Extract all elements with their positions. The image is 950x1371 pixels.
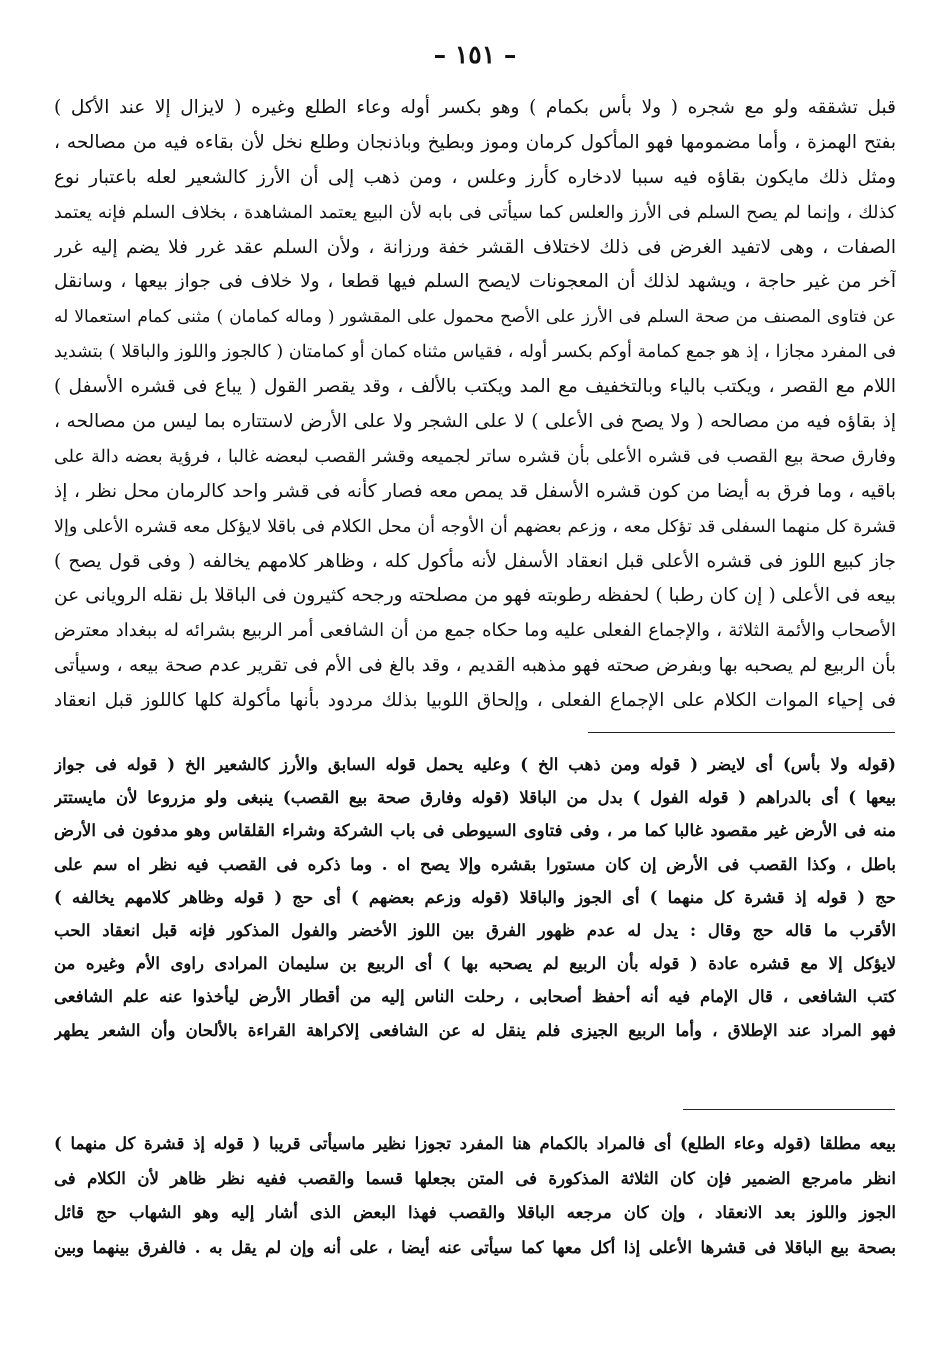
- text-line: جاز كبيع اللوز فى قشره الأعلى قبل انعقاد الأسفل لأنه مأكول كله ، وظاهر كلامهم يخالفه ( وفى قول يصح ): [54, 550, 896, 572]
- footnote-line: بيعها ) أى بالدراهم ( قوله الفول ) بدل من الباقلا (قوله وفارق صحة بيع القصب) ينبغى ولو مزروعا لأن مايستتر: [54, 788, 896, 808]
- footnote-divider-1: [588, 732, 895, 733]
- text-line: آخر من غير حاجة ، ويشهد لذلك أن المعجونات لايصح السلم فيها قطعا ، ولا خلاف فى جواز بيعها ، وسانقل: [54, 271, 896, 293]
- text-line: ومثل ذلك مايكون بقاؤه فيه سببا لادخاره كأرز وعلس ، ومن ذهب إلى أن الأرز كالشعير لعله باعتبار نوع: [54, 166, 896, 188]
- footnote-line: بيعه مطلقا (قوله وعاء الطلع) أى فالمراد بالكمام هنا المفرد تجوزا نظير ماسيأتى قريبا ( قوله إذ قشرة كل منهما ): [54, 1134, 896, 1153]
- footnote-line: لايؤكل إلا مع قشره عادة ( قوله بأن الربيع لم يصحبه بها ) أى الربيع بن سليمان المرادى راوى الأم وغيره من: [54, 954, 896, 974]
- footnote-block-1: [54, 748, 896, 1047]
- footnote-divider-2: [683, 1109, 895, 1110]
- footnote-line: منه فى الأرض غير مقصود غالبا كما مر ، وفى فتاوى السيوطى فى باب الشركة وشراء القلقاس وهو مدفون فى الأرض: [54, 821, 896, 841]
- page-number: – ١٥١ –: [433, 40, 517, 69]
- text-line: بفتح الهمزة ، وأما مضمومها فهو المأكول كرمان وموز وبطيخ وباذنجان وطلع نخل لأن بقاءه فيه من مصالحه ،: [54, 131, 896, 153]
- footnote-line: باطل ، وكذا القصب فى الأرض إن كان مستورا بقشره وإلا يصح اه . وما ذكره فى القصب فيه نظر اه سم على: [54, 854, 896, 874]
- footnote-line: فهو المراد عند الإطلاق ، وأما الربيع الجيزى فلم ينقل له عن الشافعى إلاكراهة القراءة بالألحان وأن الشعر يطهر: [54, 1020, 896, 1040]
- main-text: [54, 91, 896, 719]
- text-line: عن فتاوى المصنف من صحة السلم فى الأرز على الأصح محمول على المقشور ( وماله كمامان ) مثنى كمام استعمالا له: [54, 307, 896, 328]
- footnote-block-2: [54, 1127, 896, 1265]
- footnote-line: كتب الشافعى ، قال الإمام فيه أنه أحفظ أصحابى ، رحلت الناس إليه من أقطار الأرض ليأخذوا عنه علم الشافعى: [54, 987, 896, 1007]
- text-line: فى إحياء الموات الكلام على الإجماع الفعلى ، وإلحاق اللوبيا بذلك مردود بأنها مأكولة كلها كاللوز قبل انعقاد: [54, 690, 896, 712]
- text-line: الصفات ، وهى لاتفيد الغرض فى ذلك لاختلاف القشر خفة ورزانة ، ولأن السلم عقد غرر فلا يضم إليه غرر: [54, 236, 896, 258]
- text-line: الأصحاب والأئمة الثلاثة ، والإجماع الفعلى عليه وما حكاه جمع من أن الشافعى أمر الربيع بشرائه له ببغداد معترض: [54, 620, 896, 642]
- footnote-line: (قوله ولا بأس) أى لايضر ( قوله ومن ذهب الخ ) وعليه يحمل قوله السابق والأرز كالشعير الخ ( قوله فى جواز: [54, 755, 896, 774]
- text-line: فى المفرد مجازا ، إذ هو جمع كمامة أوكم بكسر أوله ، فقياس مثناه كمان أو كمامتان ( كالجوز واللوز والباقلا ) بتشديد: [54, 342, 896, 363]
- footnote-line: الأقرب ما قاله حج وقال : يدل له عدم ظهور الفرق بين اللوز الأخضر والفول المذكور فإنه قبل انعقاد الحب: [54, 920, 896, 940]
- text-line: وفارق صحة بيع القصب فى قشره الأعلى بأن قشره ساتر لجميعه وقشر القصب لبعضه غالبا ، فرؤية بعضه دالة على: [54, 446, 896, 467]
- footnote-line: بصحة بيع الباقلا فى قشرها الأعلى إذا أكل معها كما سيأتى عنه أيضا ، على أنه وإن لم يقل به . فالفرق بينهما وبين: [54, 1237, 896, 1257]
- footnote-line: انظر مامرجع الضمير فإن كان الثلاثة المذكورة فى المتن بجعلها قسما والقصب ففيه نظر ظاهر لأن الكلام فى: [54, 1168, 896, 1188]
- text-line: اللام مع القصر ، ويكتب بالياء وبالتخفيف مع المد ويكتب بالألف ، وقد يقصر القول ( يباع فى قشره الأسفل ): [54, 376, 896, 398]
- text-line: بيعه فى الأعلى ( إن كان رطبا ) لحفظه رطوبته فهو من مصلحته ورجحه كثيرون فى الباقلا بل نقله الرويانى عن: [54, 585, 896, 607]
- text-line: بأن الربيع لم يصحبه بها وبفرض صحته فهو مذهبه القديم ، وقد بالغ فى الأم فى تقرير عدم صحة بيعه ، وسيأتى: [54, 655, 896, 677]
- text-line: قشرة كل منهما السفلى قد تؤكل معه ، وزعم بعضهم أن الأوجه أن محل الكلام فى باقلا لايؤكل معه قشره الأعلى وإلا: [54, 516, 896, 537]
- text-line: قبل تشققه ولو مع شجره ( ولا بأس بكمام ) وهو بكسر أوله وعاء الطلع وغيره ( لايزال إلا عند الأكل ): [54, 97, 896, 118]
- footnote-line: الجوز واللوز بعد الانعقاد ، وإن كان مرجعه الباقلا والقصب فهذا البعض الذى أشار إليه وهو الشهاب حج قائل: [54, 1203, 896, 1222]
- text-line: كذلك ، وإنما لم يصح السلم فى الأرز والعلس كما سيأتى فى بابه لأن البيع يعتمد المشاهدة ، بخلاف السلم فإنه يعتمد: [54, 202, 896, 223]
- text-line: إذ بقاؤه فيه من مصالحه ( ولا يصح فى الأعلى ) لا على الشجر ولا على الأرض لاستتاره بما ليس من مصالحه ،: [54, 411, 896, 433]
- text-line: باقيه ، وما فرق به أيضا من كون قشره الأسفل قد يمص معه فصار كأنه فى قشر واحد كالرمان محل نظر ، إذ: [54, 480, 896, 502]
- footnote-line: حج ( قوله إذ قشرة كل منهما ) أى الجوز والباقلا (قوله وزعم بعضهم ) أى حج ( قوله وظاهر كلامهم يخالفه ): [54, 887, 896, 907]
